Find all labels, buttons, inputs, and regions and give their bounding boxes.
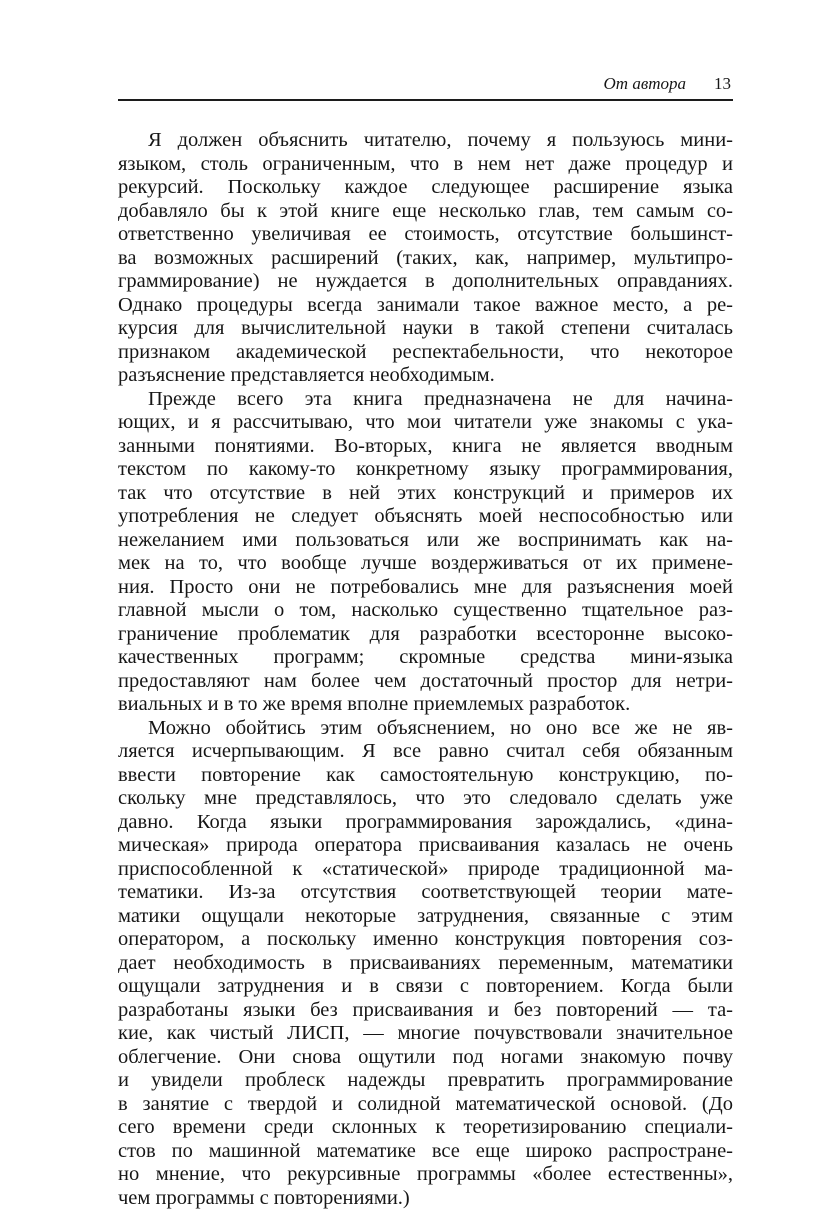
- text-line: главной мысли о том, насколько существенно тщательное раз-: [118, 599, 733, 623]
- book-page: [118, 70, 733, 1210]
- text-line: виальных и в то же время вполне приемлемых разработок.: [118, 693, 733, 717]
- paragraph: [118, 717, 733, 1210]
- text-line: но мнение, что рекурсивные программы «более естественны»,: [118, 1163, 733, 1187]
- text-line: ввести повторение как самостоятельную конструкцию, по-: [118, 764, 733, 788]
- page-number: 13: [714, 70, 731, 98]
- text-line: Прежде всего эта книга предназначена не для начина-: [118, 388, 733, 412]
- text-line: ляется исчерпывающим. Я все равно считал себя обязанным: [118, 740, 733, 764]
- text-line: предоставляют нам более чем достаточный простор для нетри-: [118, 670, 733, 694]
- text-line: приспособленной к «статической» природе традиционной ма-: [118, 858, 733, 882]
- text-line: дает необходимость в присваиваниях переменным, математики: [118, 952, 733, 976]
- paragraph: [118, 129, 733, 388]
- text-line: употребления не следует объяснять моей неспособностью или: [118, 505, 733, 529]
- section-title: От автора: [604, 70, 686, 98]
- text-line: давно. Когда языки программирования зарождались, «дина-: [118, 811, 733, 835]
- text-line: языком, столь ограниченным, что в нем нет даже процедур и: [118, 153, 733, 177]
- text-line: ответственно увеличивая ее стоимость, отсутствие большинст-: [118, 223, 733, 247]
- text-line: кие, как чистый ЛИСП, — многие почувствовали значительное: [118, 1022, 733, 1046]
- text-line: граничение проблематик для разработки всесторонне высоко-: [118, 623, 733, 647]
- text-line: мек на то, что вообще лучше воздерживаться от их примене-: [118, 552, 733, 576]
- text-line: сего времени среди склонных к теоретизированию специали-: [118, 1116, 733, 1140]
- text-line: нежеланием ими пользоваться или же воспринимать как на-: [118, 529, 733, 553]
- text-line: скольку мне представлялось, что это следовало сделать уже: [118, 787, 733, 811]
- text-line: качественных программ; скромные средства мини-языка: [118, 646, 733, 670]
- text-line: ва возможных расширений (таких, как, например, мультипро-: [118, 247, 733, 271]
- text-line: граммирование) не нуждается в дополнительных оправданиях.: [118, 270, 733, 294]
- body-text: [118, 129, 733, 1210]
- text-line: ющих, и я рассчитываю, что мои читатели уже знакомы с ука-: [118, 411, 733, 435]
- text-line: занными понятиями. Во-вторых, книга не является вводным: [118, 435, 733, 459]
- text-line: разъяснение представляется необходимым.: [118, 364, 733, 388]
- text-line: добавляло бы к этой книге еще несколько глав, тем самым со-: [118, 200, 733, 224]
- header-rule: [118, 99, 733, 101]
- running-header: [118, 70, 733, 98]
- text-line: чем программы с повторениями.): [118, 1187, 733, 1210]
- text-line: в занятие с твердой и солидной математической основой. (До: [118, 1093, 733, 1117]
- text-line: признаком академической респектабельности, что некоторое: [118, 341, 733, 365]
- text-line: так что отсутствие в ней этих конструкций и примеров их: [118, 482, 733, 506]
- text-line: облегчение. Они снова ощутили под ногами знакомую почву: [118, 1046, 733, 1070]
- text-line: матики ощущали некоторые затруднения, связанные с этим: [118, 905, 733, 929]
- text-line: Однако процедуры всегда занимали такое важное место, а ре-: [118, 294, 733, 318]
- text-line: стов по машинной математике все еще широко распростране-: [118, 1140, 733, 1164]
- text-line: Я должен объяснить читателю, почему я пользуюсь мини-: [118, 129, 733, 153]
- text-line: тематики. Из-за отсутствия соответствующей теории мате-: [118, 881, 733, 905]
- text-line: оператором, а поскольку именно конструкция повторения соз-: [118, 928, 733, 952]
- text-line: курсия для вычислительной науки в такой степени считалась: [118, 317, 733, 341]
- text-line: текстом по какому-то конкретному языку программирования,: [118, 458, 733, 482]
- text-line: и увидели проблеск надежды превратить программирование: [118, 1069, 733, 1093]
- text-line: мическая» природа оператора присваивания казалась не очень: [118, 834, 733, 858]
- text-line: ощущали затруднения и в связи с повторением. Когда были: [118, 975, 733, 999]
- text-line: Можно обойтись этим объяснением, но оно все же не яв-: [118, 717, 733, 741]
- text-line: рекурсий. Поскольку каждое следующее расширение языка: [118, 176, 733, 200]
- text-line: ния. Просто они не потребовались мне для разъяснения моей: [118, 576, 733, 600]
- paragraph: [118, 388, 733, 717]
- text-line: разработаны языки без присваивания и без повторений — та-: [118, 999, 733, 1023]
